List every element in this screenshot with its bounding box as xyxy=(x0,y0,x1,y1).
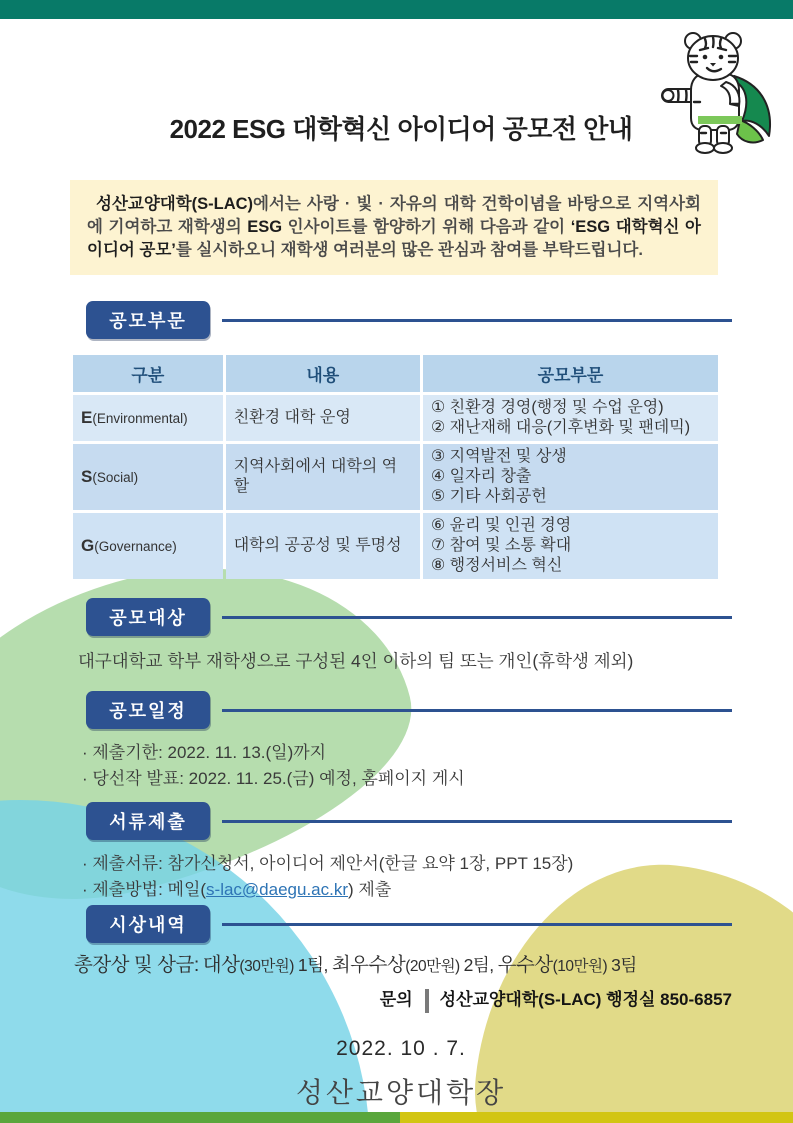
intro-text: 에서는 사랑 · 빛 · 자유의 대학 건학이념을 바탕으로 지역사회에 기여하고 재학생의 xyxy=(87,195,701,236)
table-header-gubun: 구분 xyxy=(73,355,223,392)
bullet-deadline: · 제출기한: 2022. 11. 13.(일)까지 xyxy=(82,743,327,762)
section-header-sisang xyxy=(70,905,732,943)
section-rule xyxy=(222,319,732,322)
method-text: ) 제출 xyxy=(348,880,392,899)
award-excellence-teams: 2팀, xyxy=(463,955,494,975)
intro-text: 를 실시하오니 재학생 여러분의 많은 관심과 참여를 부탁드립니다. xyxy=(175,241,643,259)
table-row-governance xyxy=(73,513,718,579)
row-item: ③ 지역발전 및 상생 xyxy=(430,448,567,465)
method-text: · 제출방법: 메일( xyxy=(82,880,207,899)
section-header-seoryu xyxy=(70,802,732,840)
section-header-bumun xyxy=(70,301,732,339)
row-item: ⑤ 기타 사회공헌 xyxy=(430,488,547,505)
section-pill-daesang: 공모대상 xyxy=(86,598,210,636)
row-key: E xyxy=(81,407,93,427)
bottom-accent-bar-yellow xyxy=(400,1112,793,1123)
bullet-announcement: · 당선작 발표: 2022. 11. 25.(금) 예정, 홈페이지 게시 xyxy=(82,769,465,788)
bottom-accent-bar-green xyxy=(0,1112,400,1123)
intro-box xyxy=(70,180,718,275)
table-header-row xyxy=(73,355,718,392)
section-header-iljeong xyxy=(70,691,732,729)
date-line: 2022. 10 . 7. xyxy=(336,1036,466,1060)
table-row-environmental xyxy=(73,395,718,441)
section-pill-iljeong: 공모일정 xyxy=(86,691,210,729)
section-rule xyxy=(222,820,732,823)
award-line xyxy=(74,949,732,977)
intro-text-esg: ESG xyxy=(247,218,283,236)
bullet-method xyxy=(82,877,732,903)
section-pill-seoryu: 서류제출 xyxy=(86,802,210,840)
intro-text-contest: ‘ESG 대학혁신 아이디어 공모’ xyxy=(87,218,701,259)
contest-category-table xyxy=(70,352,721,582)
row-key-cell xyxy=(73,395,223,441)
daesang-body: 대구대학교 학부 재학생으로 구성된 4인 이하의 팀 또는 개인(휴학생 제외) xyxy=(78,651,634,671)
row-key-rest: (Governance) xyxy=(94,538,177,554)
page-title: 2022 ESG 대학혁신 아이디어 공모전 안내 xyxy=(169,114,633,144)
row-key: S xyxy=(81,466,93,486)
award-grand-teams: 1팀, xyxy=(297,955,328,975)
row-key-cell xyxy=(73,444,223,510)
table-row-social xyxy=(73,444,718,510)
section-header-daesang xyxy=(70,598,732,636)
signature-line: 성산교양대학장 xyxy=(295,1077,507,1109)
row-key: G xyxy=(81,535,95,555)
intro-text: 인사이트를 함양하기 위해 다음과 같이 xyxy=(282,218,571,236)
row-content-cell: 지역사회에서 대학의 역할 xyxy=(226,444,420,510)
row-items-cell xyxy=(423,513,718,579)
contact-line xyxy=(70,985,732,1013)
row-content-cell: 친환경 대학 운영 xyxy=(226,395,420,441)
row-key-rest: (Social) xyxy=(92,469,139,485)
contact-divider xyxy=(425,989,429,1013)
contact-label: 문의 xyxy=(379,990,413,1009)
iljeong-bullets xyxy=(82,740,732,792)
top-accent-bar xyxy=(0,0,793,19)
row-items-cell xyxy=(423,444,718,510)
contact-value: 성산교양대학(S-LAC) 행정실 850-6857 xyxy=(439,990,732,1009)
intro-text-college: 성산교양대학(S-LAC) xyxy=(96,195,254,213)
section-rule xyxy=(222,709,732,712)
email-link[interactable]: s-lac@daegu.ac.kr xyxy=(206,880,349,899)
section-rule xyxy=(222,616,732,619)
section-rule xyxy=(222,923,732,926)
row-items-cell xyxy=(423,395,718,441)
award-grand-prize: (30만원) xyxy=(239,958,294,975)
award-grand: 대상 xyxy=(202,954,240,976)
section-pill-sisang: 시상내역 xyxy=(86,905,210,943)
row-item: ④ 일자리 창출 xyxy=(430,468,532,485)
table-header-naeyong: 내용 xyxy=(226,355,420,392)
row-key-rest: (Environmental) xyxy=(92,410,188,426)
row-item: ① 친환경 경영(행정 및 수업 운영) xyxy=(430,399,664,416)
table-header-bumun: 공모부문 xyxy=(423,355,718,392)
award-merit-prize: (10만원) xyxy=(552,958,608,975)
award-merit: 우수상 xyxy=(497,954,553,976)
row-key-cell xyxy=(73,513,223,579)
section-pill-bumun: 공모부문 xyxy=(86,301,210,339)
award-excellence-prize: (20만원) xyxy=(405,958,460,975)
row-item: ⑦ 참여 및 소통 확대 xyxy=(430,537,572,554)
bullet-documents: · 제출서류: 참가신청서, 아이디어 제안서(한글 요약 1장, PPT 15장) xyxy=(82,854,574,873)
row-content-cell: 대학의 공공성 및 투명성 xyxy=(226,513,420,579)
row-item: ⑧ 행정서비스 혁신 xyxy=(430,557,563,574)
award-label: 총장상 및 상금: xyxy=(74,954,199,976)
row-item: ⑥ 윤리 및 인권 경영 xyxy=(430,517,572,534)
seoryu-bullets xyxy=(82,851,732,903)
award-excellence: 최우수상 xyxy=(331,954,406,976)
award-merit-teams: 3팀 xyxy=(611,955,637,975)
content-column xyxy=(70,0,732,1111)
row-item: ② 재난재해 대응(기후변화 및 팬데믹) xyxy=(430,419,691,436)
